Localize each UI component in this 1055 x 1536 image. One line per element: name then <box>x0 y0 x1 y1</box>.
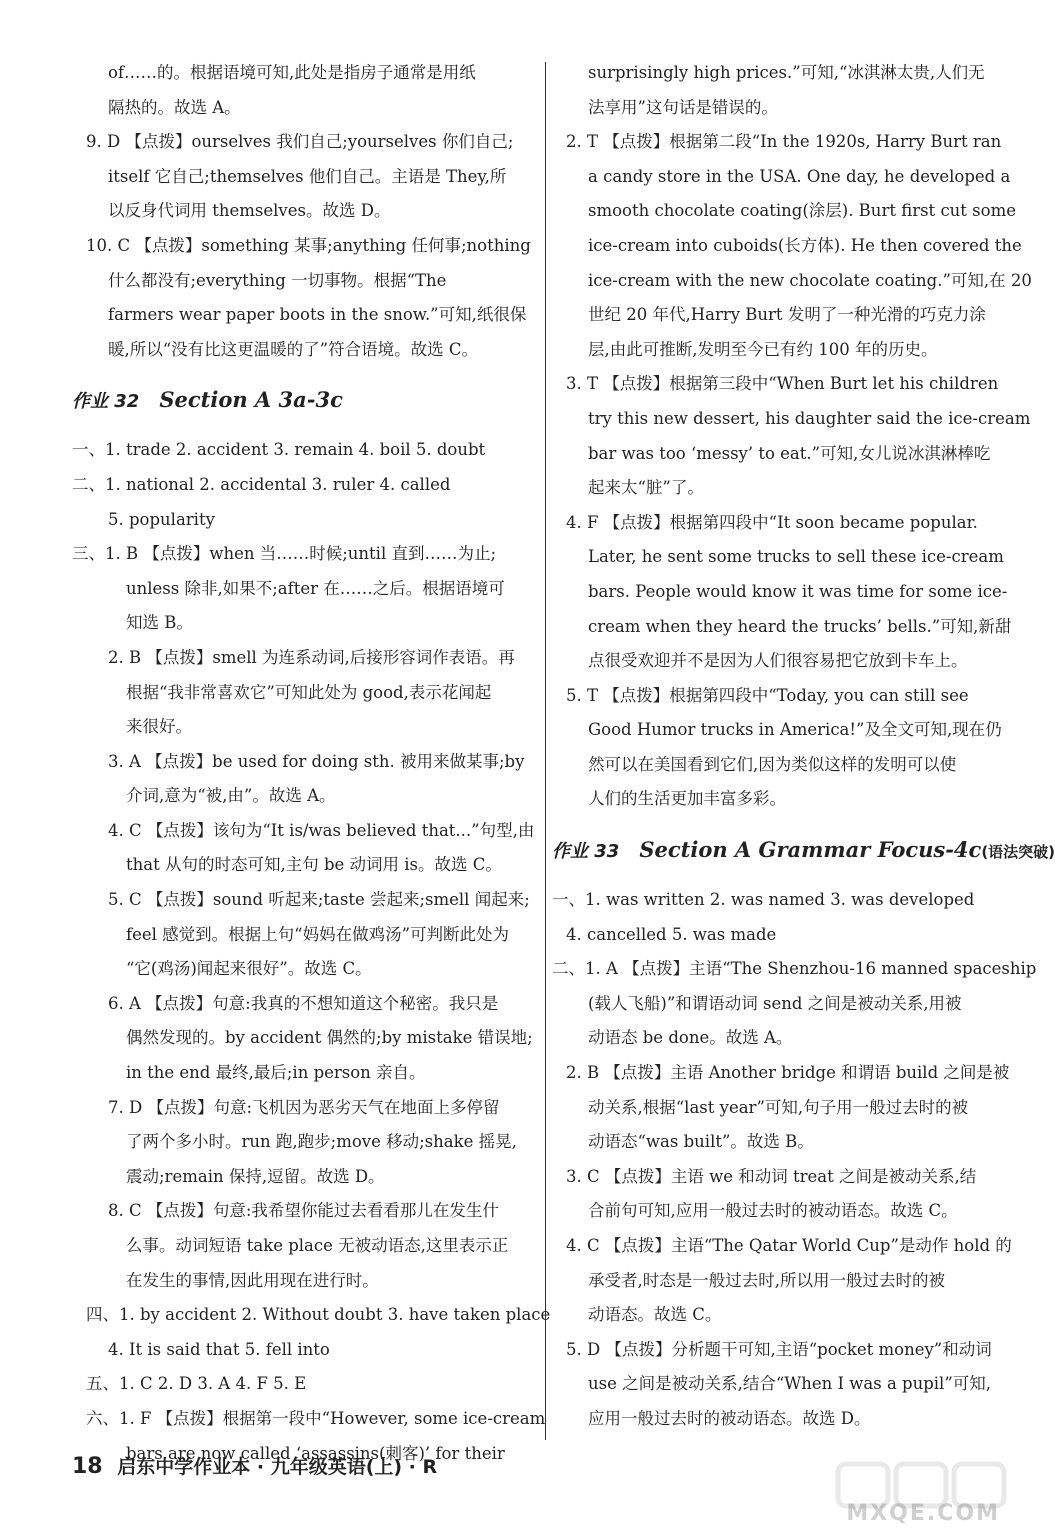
text-line: 了两个多小时。run 跑,跑步;move 移动;shake 摇晃, <box>126 1132 517 1152</box>
text-line: bars. People would know it was time for some ice- <box>588 581 1008 601</box>
text-line: 动语态 be done。故选 A。 <box>588 1028 793 1048</box>
text-line: 动语态“was built”。故选 B。 <box>588 1132 814 1152</box>
text-line: 然可以在美国看到它们,因为类似这样的发明可以使 <box>588 754 957 774</box>
heading-prefix: 作业 33 <box>552 841 620 863</box>
text-line: 5. T 【点拨】根据第四段中“Today, you can still see <box>566 685 969 705</box>
text-line: 5. popularity <box>108 509 215 529</box>
heading-prefix: 作业 32 <box>72 391 140 413</box>
section-heading-33 <box>552 817 1055 883</box>
text-line: 4. C 【点拨】该句为“It is/was believed that...”句型,由 <box>108 820 535 840</box>
text-line: Good Humor trucks in America!”及全文可知,现在仍 <box>588 720 1002 740</box>
text-line: feel 感觉到。根据上句“妈妈在做鸡汤”可判断此处为 <box>126 924 510 944</box>
heading-title: Section A 3a-3c <box>159 387 343 413</box>
text-line: “它(鸡汤)闻起来很好”。故选 C。 <box>126 959 372 979</box>
text-line: 偶然发现的。by accident 偶然的;by mistake 错误地; <box>126 1028 533 1048</box>
text-line: farmers wear paper boots in the snow.”可知,纸很保 <box>108 305 527 325</box>
heading-title: Section A Grammar Focus-4c <box>639 837 982 863</box>
text-line: 人们的生活更加丰富多彩。 <box>588 789 786 809</box>
text-line: 动语态。故选 C。 <box>588 1305 722 1325</box>
text-line: 6. A 【点拨】句意:我真的不想知道这个秘密。我只是 <box>108 993 499 1013</box>
text-line: try this new dessert, his daughter said the ice-cream <box>588 408 1031 428</box>
text-line: 二、1. A 【点拨】主语“The Shenzhou-16 manned spaceship <box>552 959 1037 979</box>
text-line: 点很受欢迎并不是因为人们很容易把它放到卡车上。 <box>588 651 968 671</box>
text-line: 知选 B。 <box>126 613 193 633</box>
text-line: 3. C 【点拨】主语 we 和动词 treat 之间是被动关系,结 <box>566 1166 977 1186</box>
text-line: a candy store in the USA. One day, he developed a <box>588 166 1011 186</box>
text-line: 层,由此可推断,发明至今已有约 100 年的历史。 <box>588 339 938 359</box>
text-line: surprisingly high prices.”可知,“冰淇淋太贵,人们无 <box>588 63 985 82</box>
text-line: 一、1. was written 2. was named 3. was developed <box>552 890 975 910</box>
section-heading-32 <box>72 367 538 433</box>
text-line: in the end 最终,最后;in person 亲自。 <box>126 1063 426 1083</box>
text-line: itself 它自己;themselves 他们自己。主语是 They,所 <box>108 166 507 186</box>
text-line: 2. B 【点拨】smell 为连系动词,后接形容词作表语。再 <box>108 647 515 667</box>
text-line: 10. C 【点拨】something 某事;anything 任何事;nothing <box>86 235 531 255</box>
text-line: 么事。动词短语 take place 无被动语态,这里表示正 <box>126 1236 509 1255</box>
left-column <box>72 56 551 1471</box>
text-line: bar was too ‘messy’ to eat.”可知,女儿说冰淇淋棒吃 <box>588 443 991 463</box>
text-line: 应用一般过去时的被动语态。故选 D。 <box>588 1408 871 1428</box>
text-line: 法享用”这句话是错误的。 <box>588 97 778 117</box>
text-line: 震动;remain 保持,逗留。故选 D。 <box>126 1166 385 1186</box>
text-line: 四、1. by accident 2. Without doubt 3. have taken place <box>86 1305 551 1325</box>
right-column <box>552 56 1055 1437</box>
column-divider <box>545 62 546 1440</box>
text-line: 5. D 【点拨】分析题干可知,主语“pocket money”和动词 <box>566 1339 992 1359</box>
text-line: smooth chocolate coating(涂层). Burt first cut some <box>588 201 1016 221</box>
text-line: 什么都没有;everything 一切事物。根据“The <box>108 270 447 290</box>
text-line: 以反身代词用 themselves。故选 D。 <box>108 201 391 221</box>
text-line: 来很好。 <box>126 717 192 737</box>
text-line: 3. A 【点拨】be used for doing sth. 被用来做某事;by <box>108 751 525 771</box>
text-line: 4. It is said that 5. fell into <box>108 1339 330 1359</box>
text-line: 5. C 【点拨】sound 听起来;taste 尝起来;smell 闻起来; <box>108 890 530 910</box>
text-line: 根据“我非常喜欢它”可知此处为 good,表示花闻起 <box>126 682 492 702</box>
text-line: of……的。根据语境可知,此处是指房子通常是用纸 <box>108 63 476 82</box>
text-line: 2. B 【点拨】主语 Another bridge 和谓语 build 之间是被 <box>566 1063 1010 1083</box>
text-line: 7. D 【点拨】句意:飞机因为恶劣天气在地面上多停留 <box>108 1097 500 1117</box>
text-line: ice-cream into cuboids(长方体). He then covered the <box>588 235 1022 255</box>
text-line: (载人飞船)”和谓语动词 send 之间是被动关系,用被 <box>588 993 962 1013</box>
text-line: 9. D 【点拨】ourselves 我们自己;yourselves 你们自己; <box>86 132 514 152</box>
text-line: 4. C 【点拨】主语“The Qatar World Cup”是动作 hold 的 <box>566 1236 1012 1255</box>
text-line: 六、1. F 【点拨】根据第一段中“However, some ice-cream <box>86 1408 546 1428</box>
text-line: 介词,意为“被,由”。故选 A。 <box>126 786 336 806</box>
text-line: cream when they heard the trucks’ bells.”可知,新甜 <box>588 616 1012 636</box>
text-line: 三、1. B 【点拨】when 当……时候;until 直到……为止; <box>72 544 497 564</box>
text-line: 隔热的。故选 A。 <box>108 97 241 117</box>
text-line: 4. F 【点拨】根据第四段中“It soon became popular. <box>566 512 978 532</box>
text-line: 合前句可知,应用一般过去时的被动语态。故选 C。 <box>588 1201 958 1221</box>
text-line: 2. T 【点拨】根据第二段“In the 1920s, Harry Burt ran <box>566 132 1002 152</box>
text-line: 世纪 20 年代,Harry Burt 发明了一种光滑的巧克力涂 <box>588 305 986 325</box>
heading-subtitle: (语法突破) <box>981 843 1055 862</box>
text-line: 起来太“脏”了。 <box>588 478 704 498</box>
text-line: that 从句的时态可知,主句 be 动词用 is。故选 C。 <box>126 855 502 875</box>
text-line: unless 除非,如果不;after 在……之后。根据语境可 <box>126 578 505 598</box>
text-line: Later, he sent some trucks to sell these ice-cream <box>588 547 1004 567</box>
text-line: 动关系,根据“last year”可知,句子用一般过去时的被 <box>588 1097 969 1117</box>
page-number: 18 <box>72 1454 103 1479</box>
text-line: ice-cream with the new chocolate coating.”可知,在 20 <box>588 270 1032 290</box>
text-line: 一、1. trade 2. accident 3. remain 4. boil 5. doubt <box>72 440 486 460</box>
text-line: 承受者,时态是一般过去时,所以用一般过去时的被 <box>588 1270 945 1290</box>
text-line: bars are now called ‘assassins(刺客)’ for their <box>126 1443 505 1463</box>
text-line: 4. cancelled 5. was made <box>566 924 777 944</box>
text-line: use 之间是被动关系,结合“When I was a pupil”可知, <box>588 1374 992 1394</box>
text-line: 8. C 【点拨】句意:我希望你能过去看看那儿在发生什 <box>108 1201 499 1221</box>
text-line: 暖,所以“没有比这更温暖的了”符合语境。故选 C。 <box>108 339 478 359</box>
text-line: 在发生的事情,因此用现在进行时。 <box>126 1270 379 1290</box>
text-line: 五、1. C 2. D 3. A 4. F 5. E <box>86 1374 307 1394</box>
text-line: 二、1. national 2. accidental 3. ruler 4. called <box>72 474 451 494</box>
footer-text: 启东中学作业本 · 九年级英语(上) · R <box>117 1456 438 1478</box>
page-footer <box>72 1447 437 1487</box>
watermark-text: MXQE.COM <box>846 1501 1000 1526</box>
text-line: 3. T 【点拨】根据第三段中“When Burt let his children <box>566 374 999 394</box>
